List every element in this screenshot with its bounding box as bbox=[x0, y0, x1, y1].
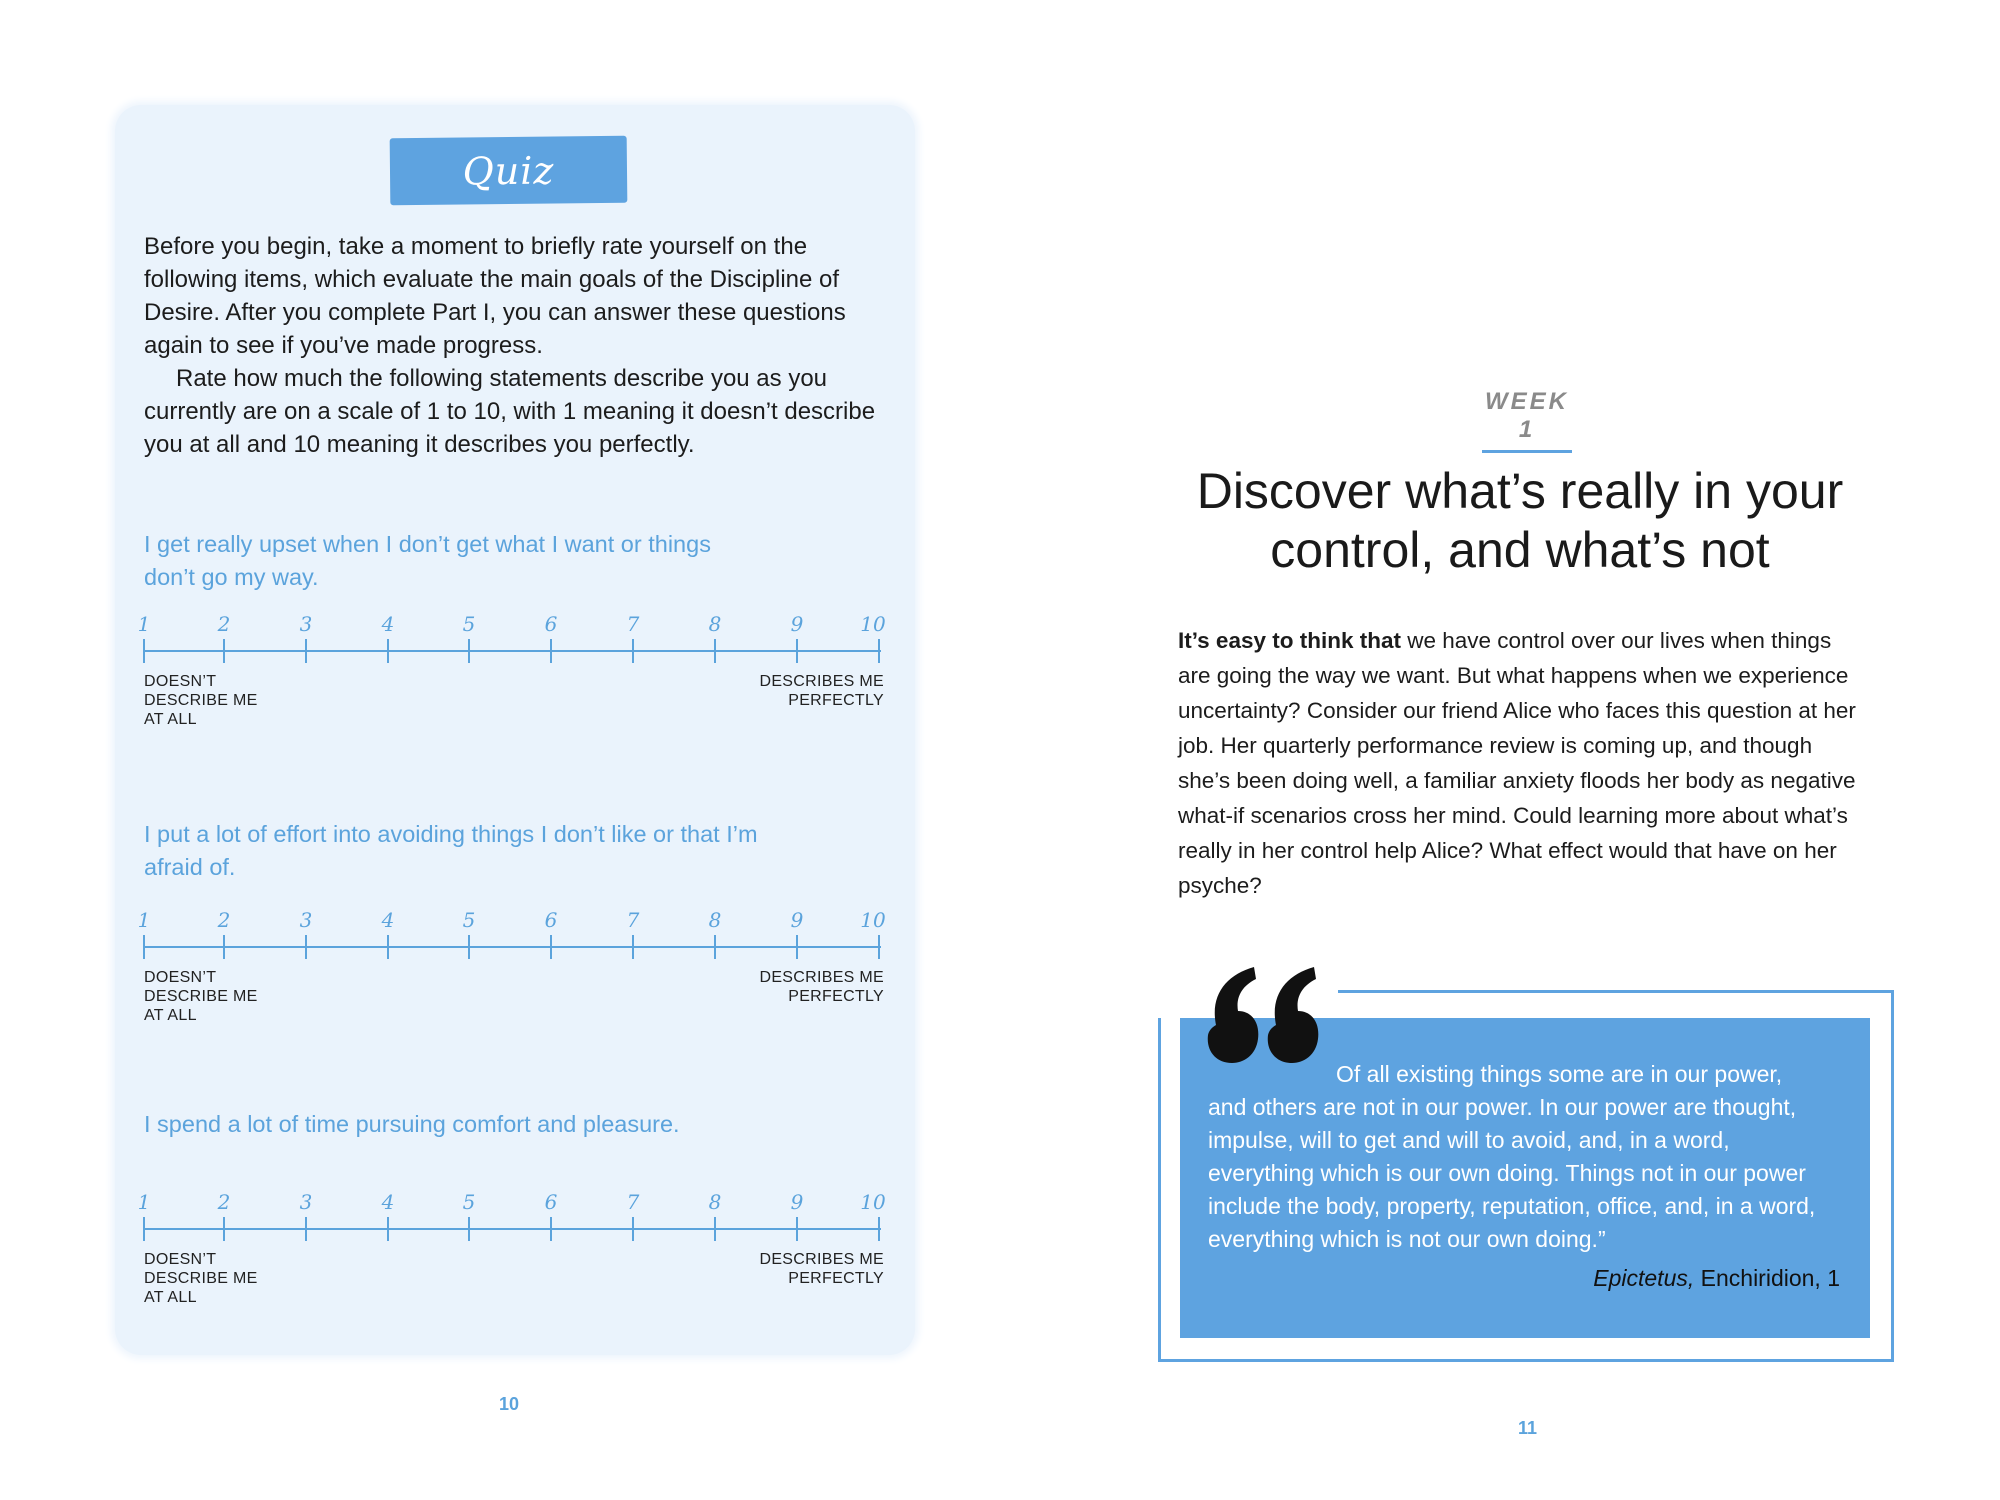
scale-number-9[interactable]: 9 bbox=[790, 908, 804, 932]
quote-text bbox=[1208, 1058, 1858, 1256]
scale-high-label: DESCRIBES ME PERFECTLY bbox=[759, 1251, 884, 1287]
scale-number-8[interactable]: 8 bbox=[708, 612, 722, 636]
scale-number-3[interactable]: 3 bbox=[299, 612, 313, 636]
scale-number-1[interactable]: 1 bbox=[137, 908, 151, 932]
rating-scale-3[interactable] bbox=[137, 1190, 886, 1320]
scale-number-4[interactable]: 4 bbox=[381, 612, 395, 636]
week-label: WEEK 1 bbox=[1482, 388, 1572, 453]
page-number-right: 11 bbox=[1518, 1418, 1538, 1438]
scale-tick bbox=[305, 1217, 307, 1241]
body-rest: we have control over our lives when things are going the way we want. But what happens when we experience uncertainty? Consider our friend Alice who faces this question at her job. Her quarterly performance review is coming up, and though she’s been doing well, a familiar anxiety floods her body as negative what-if scenarios cross her mind. Could learning more about what’s really in her control help Alice? What effect would that have on her psyche? bbox=[1178, 628, 1856, 898]
scale-number-6[interactable]: 6 bbox=[544, 1190, 558, 1214]
scale-tick bbox=[468, 639, 470, 663]
scale-number-5[interactable]: 5 bbox=[462, 1190, 476, 1214]
scale-number-8[interactable]: 8 bbox=[708, 908, 722, 932]
scale-tick bbox=[878, 639, 880, 663]
frame-bottom-edge bbox=[1158, 1359, 1894, 1362]
scale-tick bbox=[387, 935, 389, 959]
quote-author: Epictetus, bbox=[1593, 1265, 1695, 1291]
scale-tick bbox=[796, 935, 798, 959]
scale-tick bbox=[714, 1217, 716, 1241]
scale-line bbox=[144, 650, 881, 652]
scale-tick bbox=[143, 639, 145, 663]
scale-number-7[interactable]: 7 bbox=[626, 1190, 640, 1214]
scale-tick bbox=[223, 935, 225, 959]
scale-number-2[interactable]: 2 bbox=[217, 1190, 231, 1214]
quote-line: impulse, will to get and will to avoid, and, in a word, bbox=[1208, 1127, 1730, 1153]
intro-paragraph-1: Before you begin, take a moment to briefly rate yourself on the following items, which evaluate the main goals of the Discipline of Desire. After you complete Part I, you can answer these questions again to see if you’ve made progress. bbox=[144, 233, 846, 359]
scale-tick bbox=[550, 639, 552, 663]
quote-line: everything which is our own doing. Things not in our power bbox=[1208, 1160, 1806, 1186]
scale-number-3[interactable]: 3 bbox=[299, 908, 313, 932]
scale-number-5[interactable]: 5 bbox=[462, 908, 476, 932]
quiz-question-2: I put a lot of effort into avoiding things I don’t like or that I’m afraid of. bbox=[144, 821, 758, 880]
quote-line: and others are not in our power. In our power are thought, bbox=[1208, 1094, 1797, 1120]
scale-low-label: DOESN’T DESCRIBE ME AT ALL bbox=[144, 969, 258, 1024]
quiz-intro bbox=[144, 230, 904, 461]
frame-right-edge bbox=[1891, 990, 1894, 1362]
scale-tick bbox=[878, 935, 880, 959]
scale-number-1[interactable]: 1 bbox=[137, 1190, 151, 1214]
scale-tick bbox=[878, 1217, 880, 1241]
scale-number-1[interactable]: 1 bbox=[137, 612, 151, 636]
scale-tick bbox=[550, 935, 552, 959]
quiz-question-3: I spend a lot of time pursuing comfort and pleasure. bbox=[144, 1111, 680, 1137]
quiz-title: Quiz bbox=[462, 148, 555, 193]
scale-tick bbox=[305, 935, 307, 959]
scale-tick bbox=[223, 1217, 225, 1241]
page-number-left: 10 bbox=[499, 1394, 520, 1414]
scale-tick bbox=[468, 1217, 470, 1241]
scale-number-5[interactable]: 5 bbox=[462, 612, 476, 636]
body-paragraph bbox=[1178, 623, 1868, 903]
scale-number-2[interactable]: 2 bbox=[217, 908, 231, 932]
body-lead: It’s easy to think that bbox=[1178, 628, 1401, 653]
quiz-question-1: I get really upset when I don’t get what I want or things don’t go my way. bbox=[144, 531, 711, 590]
scale-number-10[interactable]: 10 bbox=[860, 908, 886, 932]
scale-tick bbox=[305, 639, 307, 663]
scale-tick bbox=[468, 935, 470, 959]
quiz-title-badge bbox=[390, 136, 628, 205]
rating-scale-1[interactable] bbox=[137, 612, 886, 742]
quote-source: Enchiridion, 1 bbox=[1700, 1265, 1840, 1291]
scale-number-6[interactable]: 6 bbox=[544, 908, 558, 932]
scale-tick bbox=[632, 639, 634, 663]
scale-tick bbox=[632, 935, 634, 959]
quote-line: include the body, property, reputation, office, and, in a word, bbox=[1208, 1193, 1816, 1219]
scale-number-10[interactable]: 10 bbox=[860, 612, 886, 636]
scale-number-8[interactable]: 8 bbox=[708, 1190, 722, 1214]
rating-scale-2[interactable] bbox=[137, 908, 886, 1038]
scale-high-label: DESCRIBES ME PERFECTLY bbox=[759, 673, 884, 709]
scale-number-10[interactable]: 10 bbox=[860, 1190, 886, 1214]
scale-tick bbox=[550, 1217, 552, 1241]
scale-low-label: DOESN’T DESCRIBE ME AT ALL bbox=[144, 673, 258, 728]
page-headline: Discover what’s really in your control, and what’s not bbox=[1196, 463, 1844, 578]
scale-number-6[interactable]: 6 bbox=[544, 612, 558, 636]
quote-attribution bbox=[1400, 1265, 1840, 1292]
intro-paragraph-2: Rate how much the following statements describe you as you currently are on a scale of 1 to 10, with 1 meaning it doesn’t describe you at all and 10 meaning it describes you perfectly. bbox=[144, 365, 876, 458]
scale-number-7[interactable]: 7 bbox=[626, 908, 640, 932]
scale-number-2[interactable]: 2 bbox=[217, 612, 231, 636]
frame-top-edge bbox=[1338, 990, 1894, 993]
scale-tick bbox=[143, 1217, 145, 1241]
scale-number-4[interactable]: 4 bbox=[381, 908, 395, 932]
quote-line: everything which is not our own doing.” bbox=[1208, 1226, 1606, 1252]
quote-line: Of all existing things some are in our power, bbox=[1336, 1061, 1783, 1087]
scale-tick bbox=[796, 1217, 798, 1241]
scale-tick bbox=[387, 639, 389, 663]
scale-tick bbox=[714, 639, 716, 663]
scale-number-7[interactable]: 7 bbox=[626, 612, 640, 636]
scale-tick bbox=[632, 1217, 634, 1241]
scale-tick bbox=[387, 1217, 389, 1241]
scale-tick bbox=[223, 639, 225, 663]
frame-left-edge bbox=[1158, 1018, 1161, 1362]
scale-number-3[interactable]: 3 bbox=[299, 1190, 313, 1214]
scale-number-9[interactable]: 9 bbox=[790, 1190, 804, 1214]
scale-line bbox=[144, 1228, 881, 1230]
scale-line bbox=[144, 946, 881, 948]
scale-number-9[interactable]: 9 bbox=[790, 612, 804, 636]
scale-high-label: DESCRIBES ME PERFECTLY bbox=[759, 969, 884, 1005]
scale-number-4[interactable]: 4 bbox=[381, 1190, 395, 1214]
scale-tick bbox=[796, 639, 798, 663]
scale-tick bbox=[714, 935, 716, 959]
scale-low-label: DOESN’T DESCRIBE ME AT ALL bbox=[144, 1251, 258, 1306]
scale-tick bbox=[143, 935, 145, 959]
